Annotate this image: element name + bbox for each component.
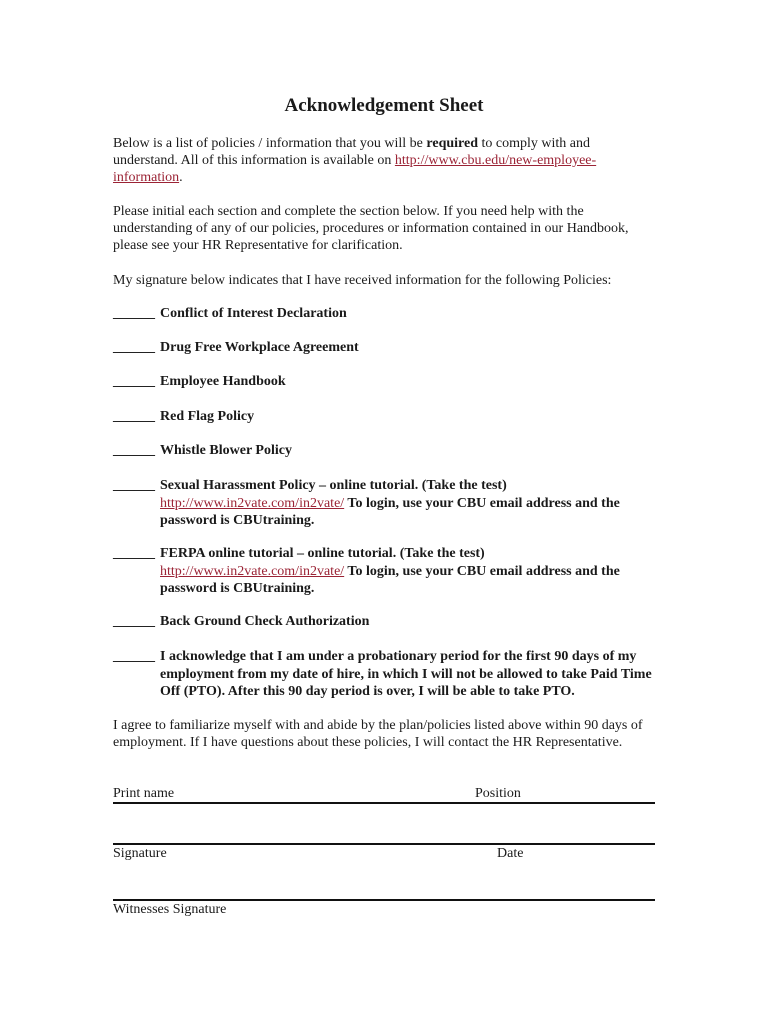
policy-item-red-flag	[113, 408, 658, 426]
policy-label: Drug Free Workplace Agreement	[160, 340, 359, 355]
new-employee-info-link[interactable]: http://www.cbu.edu/new-employee-information	[113, 153, 597, 185]
policy-label: Sexual Harassment Policy – online tutorial. (Take the test)	[160, 478, 507, 493]
witness-signature-line[interactable]	[113, 899, 655, 901]
policy-item-conflict-of-interest	[113, 305, 658, 323]
policy-label: Back Ground Check Authorization	[160, 614, 370, 629]
intro-text-2: to comply with and understand. All of this information is available on	[113, 136, 591, 168]
position-label: Position	[475, 786, 521, 801]
policy-item-whistle-blower	[113, 442, 658, 460]
policy-item-sexual-harassment	[113, 477, 658, 530]
initial-blank[interactable]: ______	[113, 443, 155, 458]
required-emphasis: required	[426, 136, 479, 151]
instructions-paragraph: Please initial each section and complete the section below. If you need help with the understanding of any of our policies, procedures or information contained in our Handbook, please see your HR Representative for clarification.	[113, 204, 629, 253]
initial-blank[interactable]: ______	[113, 478, 155, 493]
policy-label: I acknowledge that I am under a probationary period for the first 90 days of my employment from my date of hire, in which I will not be allowed to take Paid Time Off (PTO). After this 90 day period is over, I will be able to take PTO.	[160, 649, 652, 699]
initial-blank[interactable]: ______	[113, 649, 155, 664]
initial-blank[interactable]: ______	[113, 340, 155, 355]
intro-text-3: .	[179, 170, 183, 185]
initial-blank[interactable]: ______	[113, 306, 155, 321]
policy-label: Employee Handbook	[160, 374, 286, 389]
policy-item-ferpa	[113, 545, 658, 598]
signature-statement: My signature below indicates that I have received information for the following Policies:	[113, 273, 612, 288]
agreement-paragraph: I agree to familiarize myself with and abide by the plan/policies listed above within 90 days of employment. If I have questions about these policies, I will contact the HR Representative.	[113, 718, 643, 750]
print-name-label: Print name	[113, 786, 175, 801]
initial-blank[interactable]: ______	[113, 546, 155, 561]
initial-blank[interactable]: ______	[113, 409, 155, 424]
policy-item-drug-free	[113, 339, 658, 357]
witness-signature-label: Witnesses Signature	[113, 902, 227, 917]
policy-label: Whistle Blower Policy	[160, 443, 292, 458]
initial-blank[interactable]: ______	[113, 374, 155, 389]
print-name-position-line[interactable]	[113, 802, 655, 804]
login-instructions: To login, use your CBU email address and the password is CBUtraining.	[160, 563, 620, 596]
policy-item-background-check	[113, 613, 658, 631]
policy-item-probation	[113, 648, 658, 701]
initial-blank[interactable]: ______	[113, 614, 155, 629]
policy-item-employee-handbook	[113, 373, 658, 391]
in2vate-link[interactable]: http://www.in2vate.com/in2vate/	[160, 495, 345, 511]
tutorial-instructions	[113, 563, 658, 598]
policy-label: Red Flag Policy	[160, 409, 255, 424]
signature-label: Signature	[113, 846, 167, 861]
policy-label: FERPA online tutorial – online tutorial. (Take the test)	[160, 546, 485, 561]
tutorial-instructions	[113, 495, 658, 530]
in2vate-link[interactable]: http://www.in2vate.com/in2vate/	[160, 563, 345, 579]
policy-label: Conflict of Interest Declaration	[160, 306, 347, 321]
login-instructions: To login, use your CBU email address and the password is CBUtraining.	[160, 495, 620, 528]
document-title: Acknowledgement Sheet	[284, 95, 484, 116]
signature-date-line[interactable]	[113, 843, 655, 845]
date-label: Date	[497, 846, 524, 861]
intro-text-1: Below is a list of policies / information that you will be	[113, 136, 427, 151]
intro-paragraph	[113, 135, 653, 186]
